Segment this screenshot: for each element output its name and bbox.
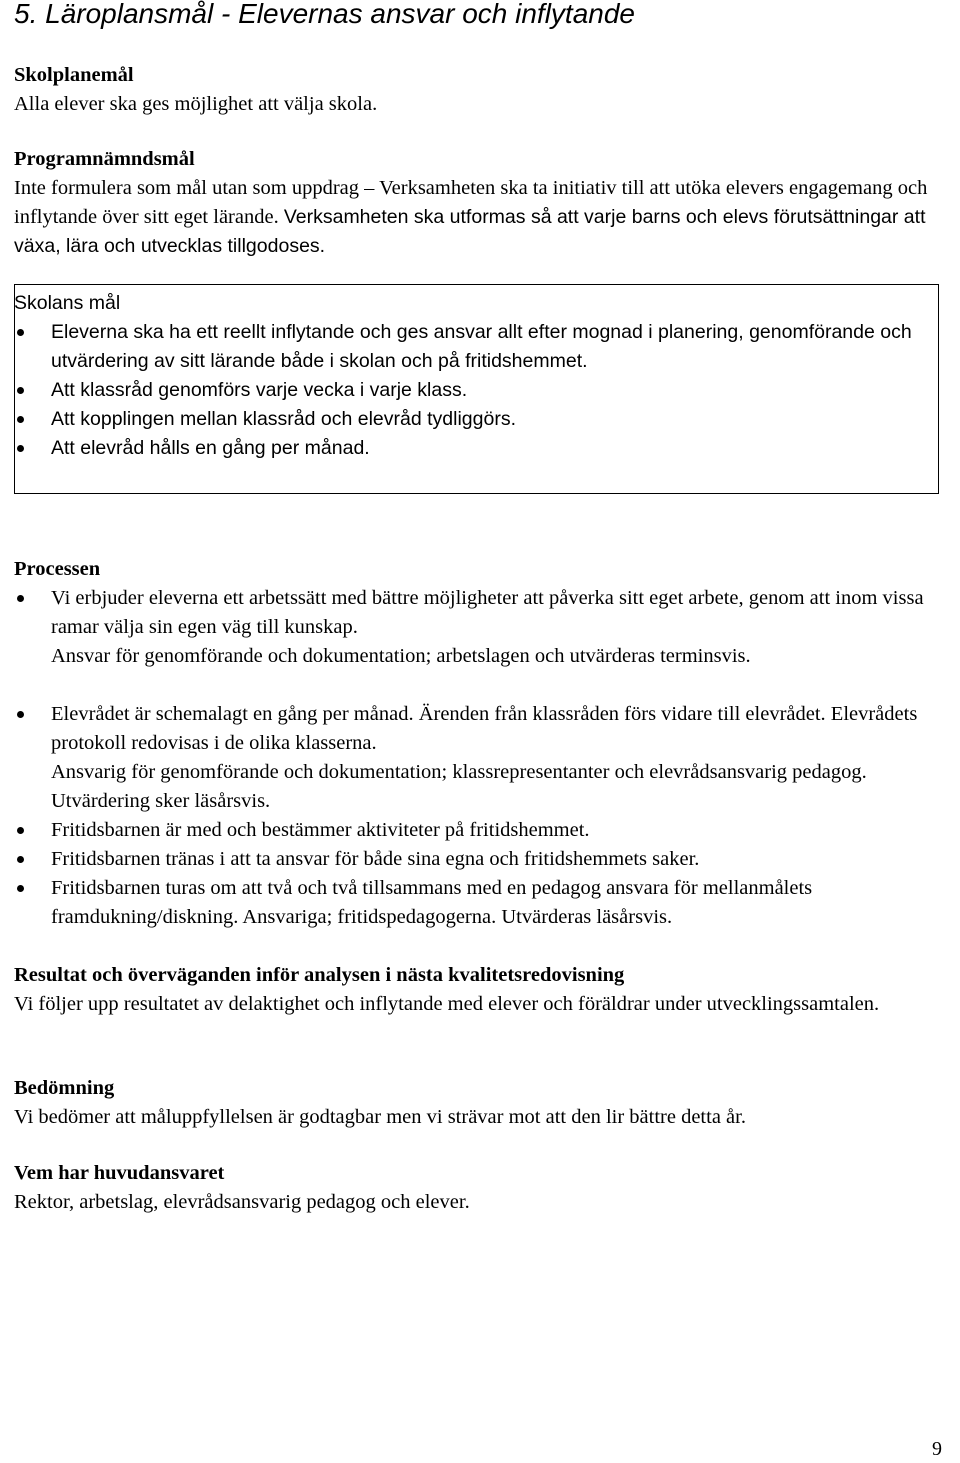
- processen-list-2: [14, 700, 944, 932]
- skolplanemal-heading: Skolplanemål: [14, 64, 134, 86]
- programnamndsmal-text-sans: Verksamheten ska utformas så att varje barns och elevs förutsättningar att växa, lära och utvecklas tillgodoses.: [14, 206, 926, 257]
- resultat-section: [14, 961, 944, 1019]
- programnamndsmal-section: [14, 145, 944, 261]
- list-item: Eleverna ska ha ett reellt inflytande och ges ansvar allt efter mognad i planering, genomförande och utvärdering av sitt lärande både i skolan och på fritidshemmet.: [14, 318, 924, 376]
- programnamndsmal-heading: Programnämndsmål: [14, 148, 195, 170]
- programnamndsmal-text-serif: Inte formulera som mål utan som uppdrag – Verksamheten ska ta initiativ till att utöka elevers engagemang och inflytande över sitt eget lärande.: [14, 177, 928, 228]
- resultat-heading: Resultat och överväganden inför analysen i nästa kvalitetsredovisning: [14, 964, 625, 986]
- list-item: Fritidsbarnen tränas i att ta ansvar för både sina egna och fritidshemmets saker.: [14, 845, 944, 874]
- skolans-mal-list: [14, 318, 924, 463]
- list-item: [14, 584, 944, 671]
- bedomning-text: Vi bedömer att måluppfyllelsen är godtagbar men vi strävar mot att den lir bättre detta år.: [14, 1106, 746, 1128]
- processen-section: [14, 555, 944, 932]
- list-item: [14, 700, 944, 816]
- programnamndsmal-text: [14, 174, 944, 261]
- skolans-mal-section: [14, 289, 924, 463]
- skolplanemal-section: [14, 61, 944, 119]
- huvudansvaret-heading: Vem har huvudansvaret: [14, 1162, 225, 1184]
- spacer: [14, 671, 944, 700]
- skolplanemal-text: Alla elever ska ges möjlighet att välja skola.: [14, 93, 378, 115]
- skolans-mal-heading: Skolans mål: [14, 292, 121, 314]
- processen-item2-text: Elevrådet är schemalagt en gång per månad. Ärenden från klassråden förs vidare till elevrådet. Elevrådets protokoll redovisas i de olika klasserna.: [51, 703, 918, 754]
- processen-item1-responsibility: Ansvar för genomförande och dokumentation; arbetslagen och utvärderas terminsvis.: [51, 645, 751, 667]
- document-page: [14, 0, 944, 1213]
- bedomning-heading: Bedömning: [14, 1077, 115, 1099]
- processen-item1-text: Vi erbjuder eleverna ett arbetssätt med bättre möjligheter att påverka sitt eget arbete, genom att inom vissa ramar välja sin egen väg till kunskap.: [51, 587, 924, 638]
- huvudansvaret-section: [14, 1159, 944, 1217]
- bedomning-section: [14, 1074, 944, 1132]
- list-item: Att elevråd hålls en gång per månad.: [14, 434, 924, 463]
- list-item: Fritidsbarnen är med och bestämmer aktiviteter på fritidshemmet.: [14, 816, 944, 845]
- list-item: Att kopplingen mellan klassråd och elevråd tydliggörs.: [14, 405, 924, 434]
- processen-heading: Processen: [14, 558, 101, 580]
- page-number: 9: [932, 1438, 942, 1460]
- list-item: Fritidsbarnen turas om att två och två tillsammans med en pedagog ansvara för mellanmålets framdukning/diskning. Ansvariga; fritidspedagogerna. Utvärderas läsårsvis.: [14, 874, 944, 932]
- processen-item2-responsibility: Ansvarig för genomförande och dokumentation; klassrepresentanter och elevrådsansvarig pedagog. Utvärdering sker läsårsvis.: [51, 761, 867, 812]
- page-title: 5. Läroplansmål - Elevernas ansvar och inflytande: [14, 0, 636, 29]
- huvudansvaret-text: Rektor, arbetslag, elevrådsansvarig pedagog och elever.: [14, 1191, 470, 1213]
- resultat-text: Vi följer upp resultatet av delaktighet och inflytande med elever och föräldrar under utvecklingssamtalen.: [14, 993, 880, 1015]
- processen-list-1: [14, 584, 944, 671]
- list-item: Att klassråd genomförs varje vecka i varje klass.: [14, 376, 924, 405]
